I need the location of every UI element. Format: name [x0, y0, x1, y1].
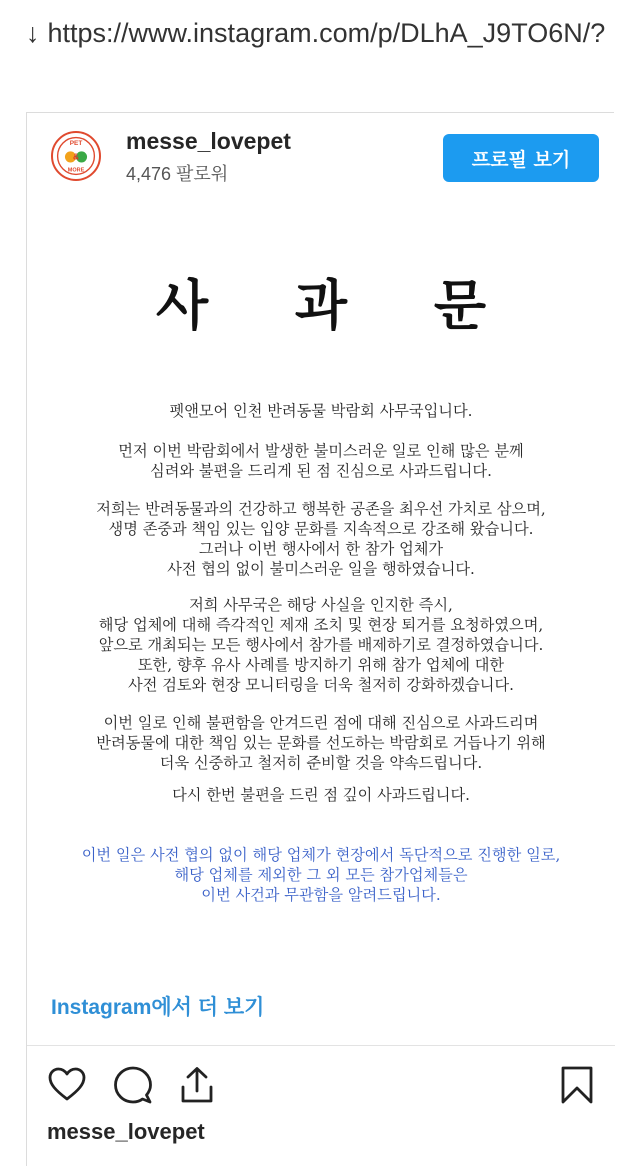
comment-icon[interactable] [113, 1065, 153, 1105]
paragraph-line: 그러나 이번 행사에서 한 참가 업체가 [198, 540, 444, 558]
paragraph-line: 사전 검토와 현장 모니터링을 더욱 철저히 강화하겠습니다. [128, 676, 514, 694]
paragraph-line: 앞으로 개최되는 모든 행사에서 참가를 배제하기로 결정하였습니다. [98, 636, 544, 654]
divider [27, 1045, 615, 1046]
notice-paragraph [27, 845, 615, 905]
share-icon[interactable] [177, 1065, 217, 1105]
follower-count: 4,476 팔로워 [126, 164, 229, 184]
paragraph-line: 저희 사무국은 해당 사실을 인지한 즉시, [189, 596, 453, 614]
header-username[interactable]: messe_lovepet [126, 128, 291, 154]
paragraph-line: 먼저 이번 박람회에서 발생한 불미스러운 일로 인해 많은 분께 [118, 442, 524, 460]
paragraph-line: 반려동물에 대한 책임 있는 문화를 선도하는 박람회로 거듭나기 위해 [96, 734, 546, 752]
paragraph-6 [27, 785, 615, 805]
paragraph-line: 더욱 신중하고 철저히 준비할 것을 약속드립니다. [159, 754, 483, 772]
paragraph-line: 저희는 반려동물과의 건강하고 행복한 공존을 최우선 가치로 삼으며, [96, 500, 546, 518]
paragraph-2 [27, 441, 615, 481]
paragraph-line: 또한, 향후 유사 사례를 방지하기 위해 참가 업체에 대한 [137, 656, 505, 674]
paragraph-line: 해당 업체에 대해 즉각적인 제재 조치 및 현장 퇴거를 요청하였으며, [98, 616, 544, 634]
post-header [27, 113, 615, 193]
avatar-logo-top: PET [69, 139, 83, 147]
paragraph-4 [27, 595, 615, 695]
paragraph-line: 이번 일로 인해 불편함을 안겨드린 점에 대해 진심으로 사과드리며 [103, 714, 539, 732]
post-image[interactable] [27, 193, 615, 953]
url-line[interactable] [26, 12, 626, 55]
paragraph-line: 다시 한번 불편을 드린 점 깊이 사과드립니다. [172, 786, 470, 804]
paragraph-1 [27, 401, 615, 421]
bookmark-icon[interactable] [557, 1065, 597, 1105]
notice-line: 해당 업체를 제외한 그 외 모든 참가업체들은 [174, 866, 468, 884]
action-bar [27, 1053, 615, 1113]
paragraph-3 [27, 499, 615, 579]
page-url[interactable]: https://www.instagram.com/p/DLhA_J9TO6N/? [47, 18, 606, 48]
apology-title: 사 과 문 [155, 273, 521, 337]
notice-line: 이번 사건과 무관함을 알려드립니다. [201, 886, 441, 904]
pet-and-more-logo-icon[interactable] [51, 131, 101, 181]
avatar-logo-bottom: MORE [67, 167, 85, 174]
paragraph-5 [27, 713, 615, 773]
download-arrow-icon: ↓ [26, 18, 40, 48]
heart-icon[interactable] [47, 1065, 87, 1105]
view-more-on-instagram-link[interactable]: Instagram에서 더 보기 [51, 996, 265, 1019]
view-profile-button[interactable]: 프로필 보기 [443, 134, 599, 182]
paragraph-line: 심려와 불편을 드리게 된 점 진심으로 사과드립니다. [150, 462, 492, 480]
notice-line: 이번 일은 사전 협의 없이 해당 업체가 현장에서 독단적으로 진행한 일로, [81, 846, 561, 864]
paragraph-line: 펫앤모어 인천 반려동물 박람회 사무국입니다. [169, 402, 473, 420]
paragraph-line: 생명 존중과 책임 있는 입양 문화를 지속적으로 강조해 왔습니다. [108, 520, 534, 538]
instagram-embed-card [26, 112, 614, 1166]
paragraph-line: 사전 협의 없이 불미스러운 일을 행하였습니다. [167, 560, 475, 578]
footer-username[interactable]: messe_lovepet [47, 1119, 205, 1144]
svg-text:&: & [73, 152, 79, 162]
